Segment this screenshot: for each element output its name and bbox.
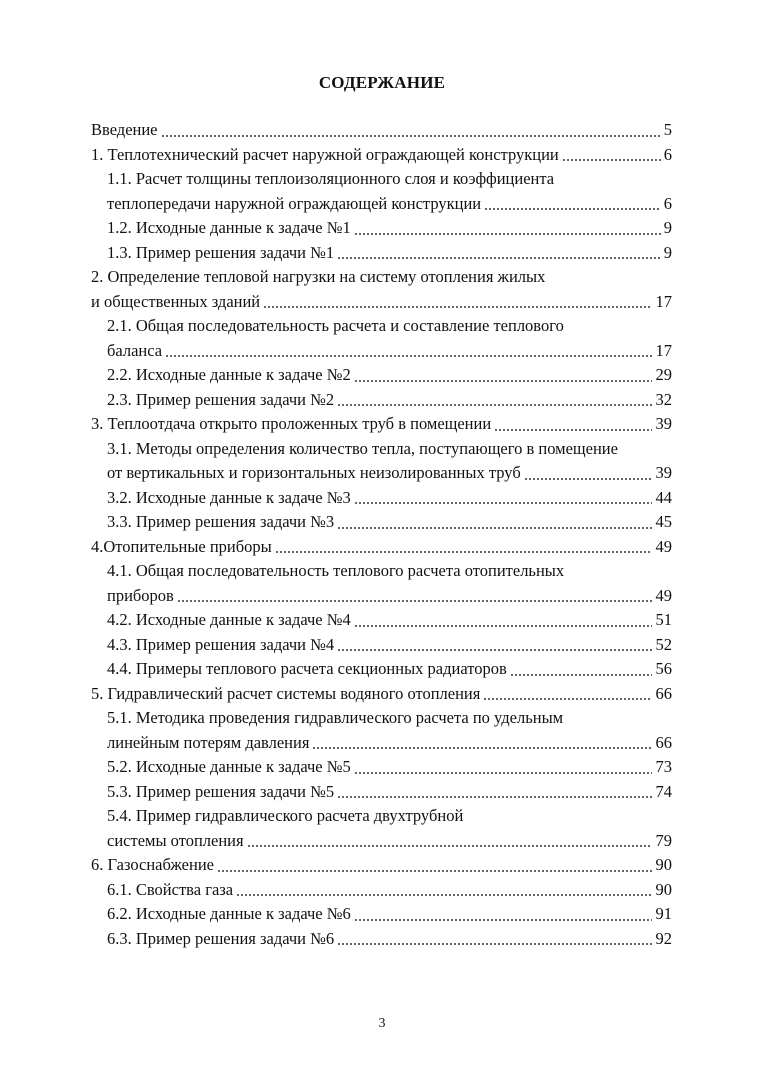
- toc-row: [0, 608, 764, 633]
- toc-row: [0, 437, 764, 462]
- toc-leader: [510, 674, 652, 676]
- toc-entry-text: 5.3. Пример решения задачи №5: [107, 781, 335, 801]
- toc-entry-text: 3.2. Исходные данные к задаче №3: [107, 487, 351, 507]
- toc-page-number: 66: [655, 732, 672, 752]
- toc-page-number: 9: [663, 242, 672, 262]
- toc-row: [0, 804, 764, 829]
- toc-leader: [337, 943, 652, 945]
- toc-row: [0, 192, 764, 217]
- toc-page-number: 39: [655, 414, 672, 433]
- toc-entry-text: системы отопления: [107, 830, 244, 850]
- toc-row: [0, 780, 764, 805]
- toc-entry-text: 2.1. Общая последовательность расчета и составление теплового: [107, 316, 564, 335]
- toc-entry-text: Введение: [91, 120, 158, 139]
- toc-entry-text: 2.3. Пример решения задачи №2: [107, 389, 335, 409]
- toc-page-number: 6: [663, 193, 672, 213]
- page-number: 3: [378, 1016, 386, 1031]
- toc-row: [0, 314, 764, 339]
- toc-entry-text: 4.Отопительные приборы: [91, 536, 272, 556]
- toc-leader: [247, 845, 652, 847]
- toc-row: [0, 510, 764, 535]
- toc-leader: [483, 698, 652, 700]
- toc-entry-text: 4.3. Пример решения задачи №4: [107, 634, 335, 654]
- toc-entry-text: 3.3. Пример решения задачи №3: [107, 512, 335, 531]
- toc-leader: [354, 502, 652, 504]
- toc-row: [0, 216, 764, 241]
- toc-page-number: 32: [655, 389, 672, 409]
- toc-page-number: 79: [655, 830, 672, 850]
- toc-page-number: 52: [655, 634, 672, 654]
- toc-leader: [337, 649, 652, 651]
- toc-row: [0, 755, 764, 780]
- toc-page-number: 44: [655, 487, 672, 507]
- toc-leader: [354, 772, 652, 774]
- toc-entry-text: 6.1. Свойства газа: [107, 879, 234, 899]
- toc-row: [0, 412, 764, 437]
- toc-row: [0, 143, 764, 168]
- toc-page-number: 49: [655, 536, 672, 556]
- toc-leader: [337, 796, 652, 798]
- toc-page-number: 90: [655, 879, 672, 899]
- toc-entry-text: 1.3. Пример решения задачи №1: [107, 242, 335, 262]
- toc-leader: [217, 870, 652, 872]
- toc-entry-text: 4.4. Примеры теплового расчета секционных радиаторов: [107, 659, 507, 678]
- toc-page-number: 90: [655, 855, 672, 874]
- toc-row: [0, 731, 764, 756]
- toc-leader: [484, 208, 661, 210]
- page-title: СОДЕРЖАНИЕ: [318, 73, 446, 92]
- toc-entry-text: 1.1. Расчет толщины теплоизоляционного слоя и коэффициента: [107, 169, 555, 188]
- toc-leader: [312, 747, 652, 749]
- toc-page-number: 9: [663, 218, 672, 237]
- toc-page-number: 29: [655, 365, 672, 384]
- toc-page-number: 49: [655, 585, 672, 605]
- toc-row: [0, 829, 764, 854]
- toc-row: [0, 535, 764, 560]
- toc-leader: [275, 551, 652, 553]
- toc-row: [0, 878, 764, 903]
- toc-entry-text: 4.2. Исходные данные к задаче №4: [107, 610, 351, 629]
- toc-page-number: 6: [663, 144, 672, 164]
- toc-entry-text: 5.1. Методика проведения гидравлического расчета по удельным: [107, 708, 564, 727]
- toc-page-number: 56: [655, 659, 672, 678]
- toc-page-number: 17: [655, 340, 672, 360]
- toc-row: [0, 339, 764, 364]
- toc-row: [0, 167, 764, 192]
- toc-entry-text: 3. Теплоотдача открыто проложенных труб в помещении: [91, 414, 492, 433]
- toc-row: [0, 633, 764, 658]
- toc-row: [0, 584, 764, 609]
- toc-leader: [177, 600, 652, 602]
- toc-entry-text: приборов: [107, 585, 174, 605]
- toc-page-number: 66: [655, 683, 672, 703]
- toc-leader: [263, 306, 652, 308]
- toc-leader: [494, 429, 652, 431]
- toc-entry-text: 1.2. Исходные данные к задаче №1: [107, 218, 351, 237]
- toc-row: [0, 902, 764, 927]
- toc-row: [0, 461, 764, 486]
- toc-entry-text: 6.2. Исходные данные к задаче №6: [107, 904, 351, 923]
- toc-leader: [337, 527, 652, 529]
- toc-row: [0, 486, 764, 511]
- toc-entry-text: от вертикальных и горизонтальных неизолированных труб: [107, 463, 521, 482]
- toc-entry-text: 1. Теплотехнический расчет наружной ограждающей конструкции: [91, 144, 559, 164]
- toc-leader: [354, 919, 652, 921]
- toc-entry-text: 5.2. Исходные данные к задаче №5: [107, 757, 351, 776]
- toc-leader: [337, 257, 661, 259]
- toc-entry-text: теплопередачи наружной ограждающей конструкции: [107, 193, 482, 213]
- toc-entry-text: 6. Газоснабжение: [91, 855, 214, 874]
- toc-row: [0, 290, 764, 315]
- toc-leader: [562, 159, 661, 161]
- toc-row: [0, 657, 764, 682]
- toc-row: [0, 927, 764, 952]
- toc-page-number: 17: [655, 291, 672, 311]
- toc-row: [0, 706, 764, 731]
- toc-leader: [236, 894, 652, 896]
- toc-row: [0, 265, 764, 290]
- toc-row: [0, 241, 764, 266]
- toc-page-number: 5: [663, 120, 672, 139]
- toc-page-number: 74: [655, 781, 672, 801]
- toc-entry-text: 3.1. Методы определения количество тепла, поступающего в помещение: [107, 438, 618, 458]
- toc-entry-text: 2.2. Исходные данные к задаче №2: [107, 365, 351, 384]
- toc-page-number: 51: [655, 610, 672, 629]
- toc-page-number: 39: [655, 463, 672, 482]
- toc-leader: [354, 380, 652, 382]
- toc-entry-text: линейным потерям давления: [107, 732, 310, 752]
- toc-row: [0, 388, 764, 413]
- toc-page-number: 91: [655, 904, 672, 923]
- toc-entry-text: и общественных зданий: [91, 291, 261, 311]
- toc-leader: [524, 478, 652, 480]
- toc-row: [0, 559, 764, 584]
- toc-entry-text: баланса: [107, 340, 163, 360]
- toc-row: [0, 682, 764, 707]
- toc-entry-text: 5. Гидравлический расчет системы водяного отопления: [91, 683, 481, 703]
- toc-page-number: 45: [655, 512, 672, 531]
- toc-leader: [165, 355, 652, 357]
- toc-row: [0, 363, 764, 388]
- toc-leader: [337, 404, 652, 406]
- toc-page-number: 73: [655, 757, 672, 776]
- toc-row: [0, 118, 764, 143]
- toc-entry-text: 5.4. Пример гидравлического расчета двухтрубной: [107, 806, 464, 825]
- toc-leader: [354, 625, 652, 627]
- toc-entry-text: 6.3. Пример решения задачи №6: [107, 928, 335, 948]
- toc-leader: [354, 233, 661, 235]
- toc-entry-text: 4.1. Общая последовательность теплового расчета отопительных: [107, 561, 565, 580]
- toc-row: [0, 853, 764, 878]
- toc-page-number: 92: [655, 928, 672, 948]
- table-of-contents: [0, 118, 764, 951]
- toc-leader: [161, 135, 661, 137]
- toc-entry-text: 2. Определение тепловой нагрузки на систему отопления жилых: [91, 267, 546, 286]
